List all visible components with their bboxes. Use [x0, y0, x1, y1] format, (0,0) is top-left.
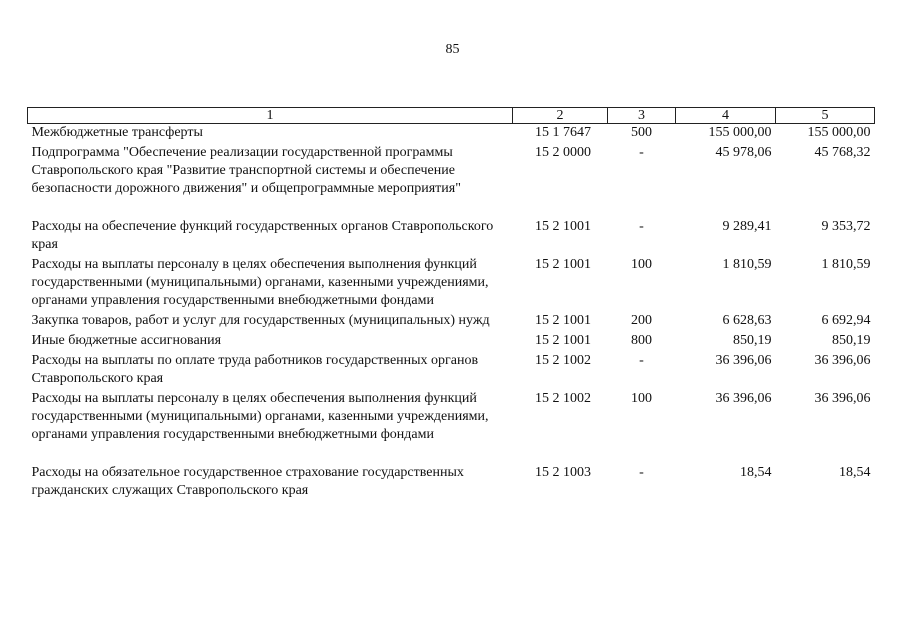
- row-code: 15 2 1003: [535, 465, 591, 480]
- table-row: [28, 332, 875, 352]
- row-expense-type: 500: [631, 125, 652, 140]
- row-code: 15 2 1001: [535, 333, 591, 348]
- row-expense-type: 100: [631, 391, 652, 406]
- row-expense-type: -: [639, 145, 644, 160]
- row-code: 15 2 0000: [535, 145, 591, 160]
- table-row: [28, 124, 875, 145]
- budget-table: [27, 107, 875, 502]
- row-name: Закупка товаров, работ и услуг для государственных (муниципальных) нужд: [31, 313, 490, 328]
- row-expense-type: -: [639, 353, 644, 368]
- row-amount-1: 36 396,06: [715, 353, 772, 368]
- header-row: [28, 108, 875, 124]
- row-code: 15 2 1002: [535, 353, 591, 368]
- table-row: [28, 352, 875, 390]
- row-name: Расходы на выплаты персоналу в целях обеспечения выполнения функций государственными (муниципальными) органами, казенными учреждениями, органами управления государственными внебюджетными фондами: [31, 257, 489, 308]
- row-expense-type: -: [639, 219, 644, 234]
- table-body: [28, 124, 875, 503]
- row-code: 15 2 1002: [535, 391, 591, 406]
- row-amount-2: 36 396,06: [814, 391, 871, 406]
- row-name: Иные бюджетные ассигнования: [31, 333, 222, 348]
- row-code: 15 2 1001: [535, 313, 591, 328]
- row-amount-2: 36 396,06: [814, 353, 871, 368]
- row-name: Расходы на выплаты по оплате труда работников государственных органов Ставропольского края: [31, 353, 479, 386]
- row-expense-type: -: [639, 465, 644, 480]
- column-header-3: 3: [608, 108, 676, 124]
- row-expense-type: 100: [631, 257, 652, 272]
- row-amount-2: 155 000,00: [807, 125, 871, 140]
- row-amount-2: 18,54: [839, 465, 871, 480]
- row-amount-1: 155 000,00: [708, 125, 772, 140]
- row-expense-type: 200: [631, 313, 652, 328]
- row-amount-1: 1 810,59: [722, 257, 772, 272]
- page-number: 85: [445, 42, 460, 57]
- row-name: Подпрограмма "Обеспечение реализации государственной программы Ставропольского края "Развитие транспортной системы и обеспечение безопасности дорожного движения" и общепрограммные мероприятия": [31, 145, 461, 196]
- table-row: [28, 256, 875, 312]
- column-header-2: 2: [513, 108, 608, 124]
- row-amount-1: 850,19: [733, 333, 772, 348]
- row-amount-1: 9 289,41: [722, 219, 772, 234]
- row-amount-1: 18,54: [740, 465, 772, 480]
- row-code: 15 2 1001: [535, 219, 591, 234]
- table-row: [28, 312, 875, 332]
- row-code: 15 2 1001: [535, 257, 591, 272]
- row-code: 15 1 7647: [535, 125, 591, 140]
- row-name: Расходы на выплаты персоналу в целях обеспечения выполнения функций государственными (муниципальными) органами, казенными учреждениями, органами управления государственными внебюджетными фондами: [31, 391, 489, 442]
- row-amount-2: 9 353,72: [821, 219, 871, 234]
- table-row: [28, 218, 875, 256]
- row-amount-2: 6 692,94: [821, 313, 871, 328]
- row-name: Расходы на обязательное государственное страхование государственных гражданских служащих Ставропольского края: [31, 465, 464, 498]
- row-amount-1: 45 978,06: [715, 145, 772, 160]
- row-expense-type: 800: [631, 333, 652, 348]
- table-row: [28, 464, 875, 502]
- row-amount-1: 36 396,06: [715, 391, 772, 406]
- row-amount-2: 45 768,32: [814, 145, 871, 160]
- column-header-4: 4: [676, 108, 776, 124]
- column-header-5: 5: [776, 108, 875, 124]
- table-row: [28, 144, 875, 218]
- row-amount-2: 850,19: [832, 333, 871, 348]
- row-amount-1: 6 628,63: [722, 313, 772, 328]
- row-name: Межбюджетные трансферты: [31, 125, 203, 140]
- table-row: [28, 390, 875, 464]
- column-header-1: 1: [28, 108, 513, 124]
- row-amount-2: 1 810,59: [821, 257, 871, 272]
- table-header: [28, 108, 875, 124]
- row-name: Расходы на обеспечение функций государственных органов Ставропольского края: [31, 219, 494, 252]
